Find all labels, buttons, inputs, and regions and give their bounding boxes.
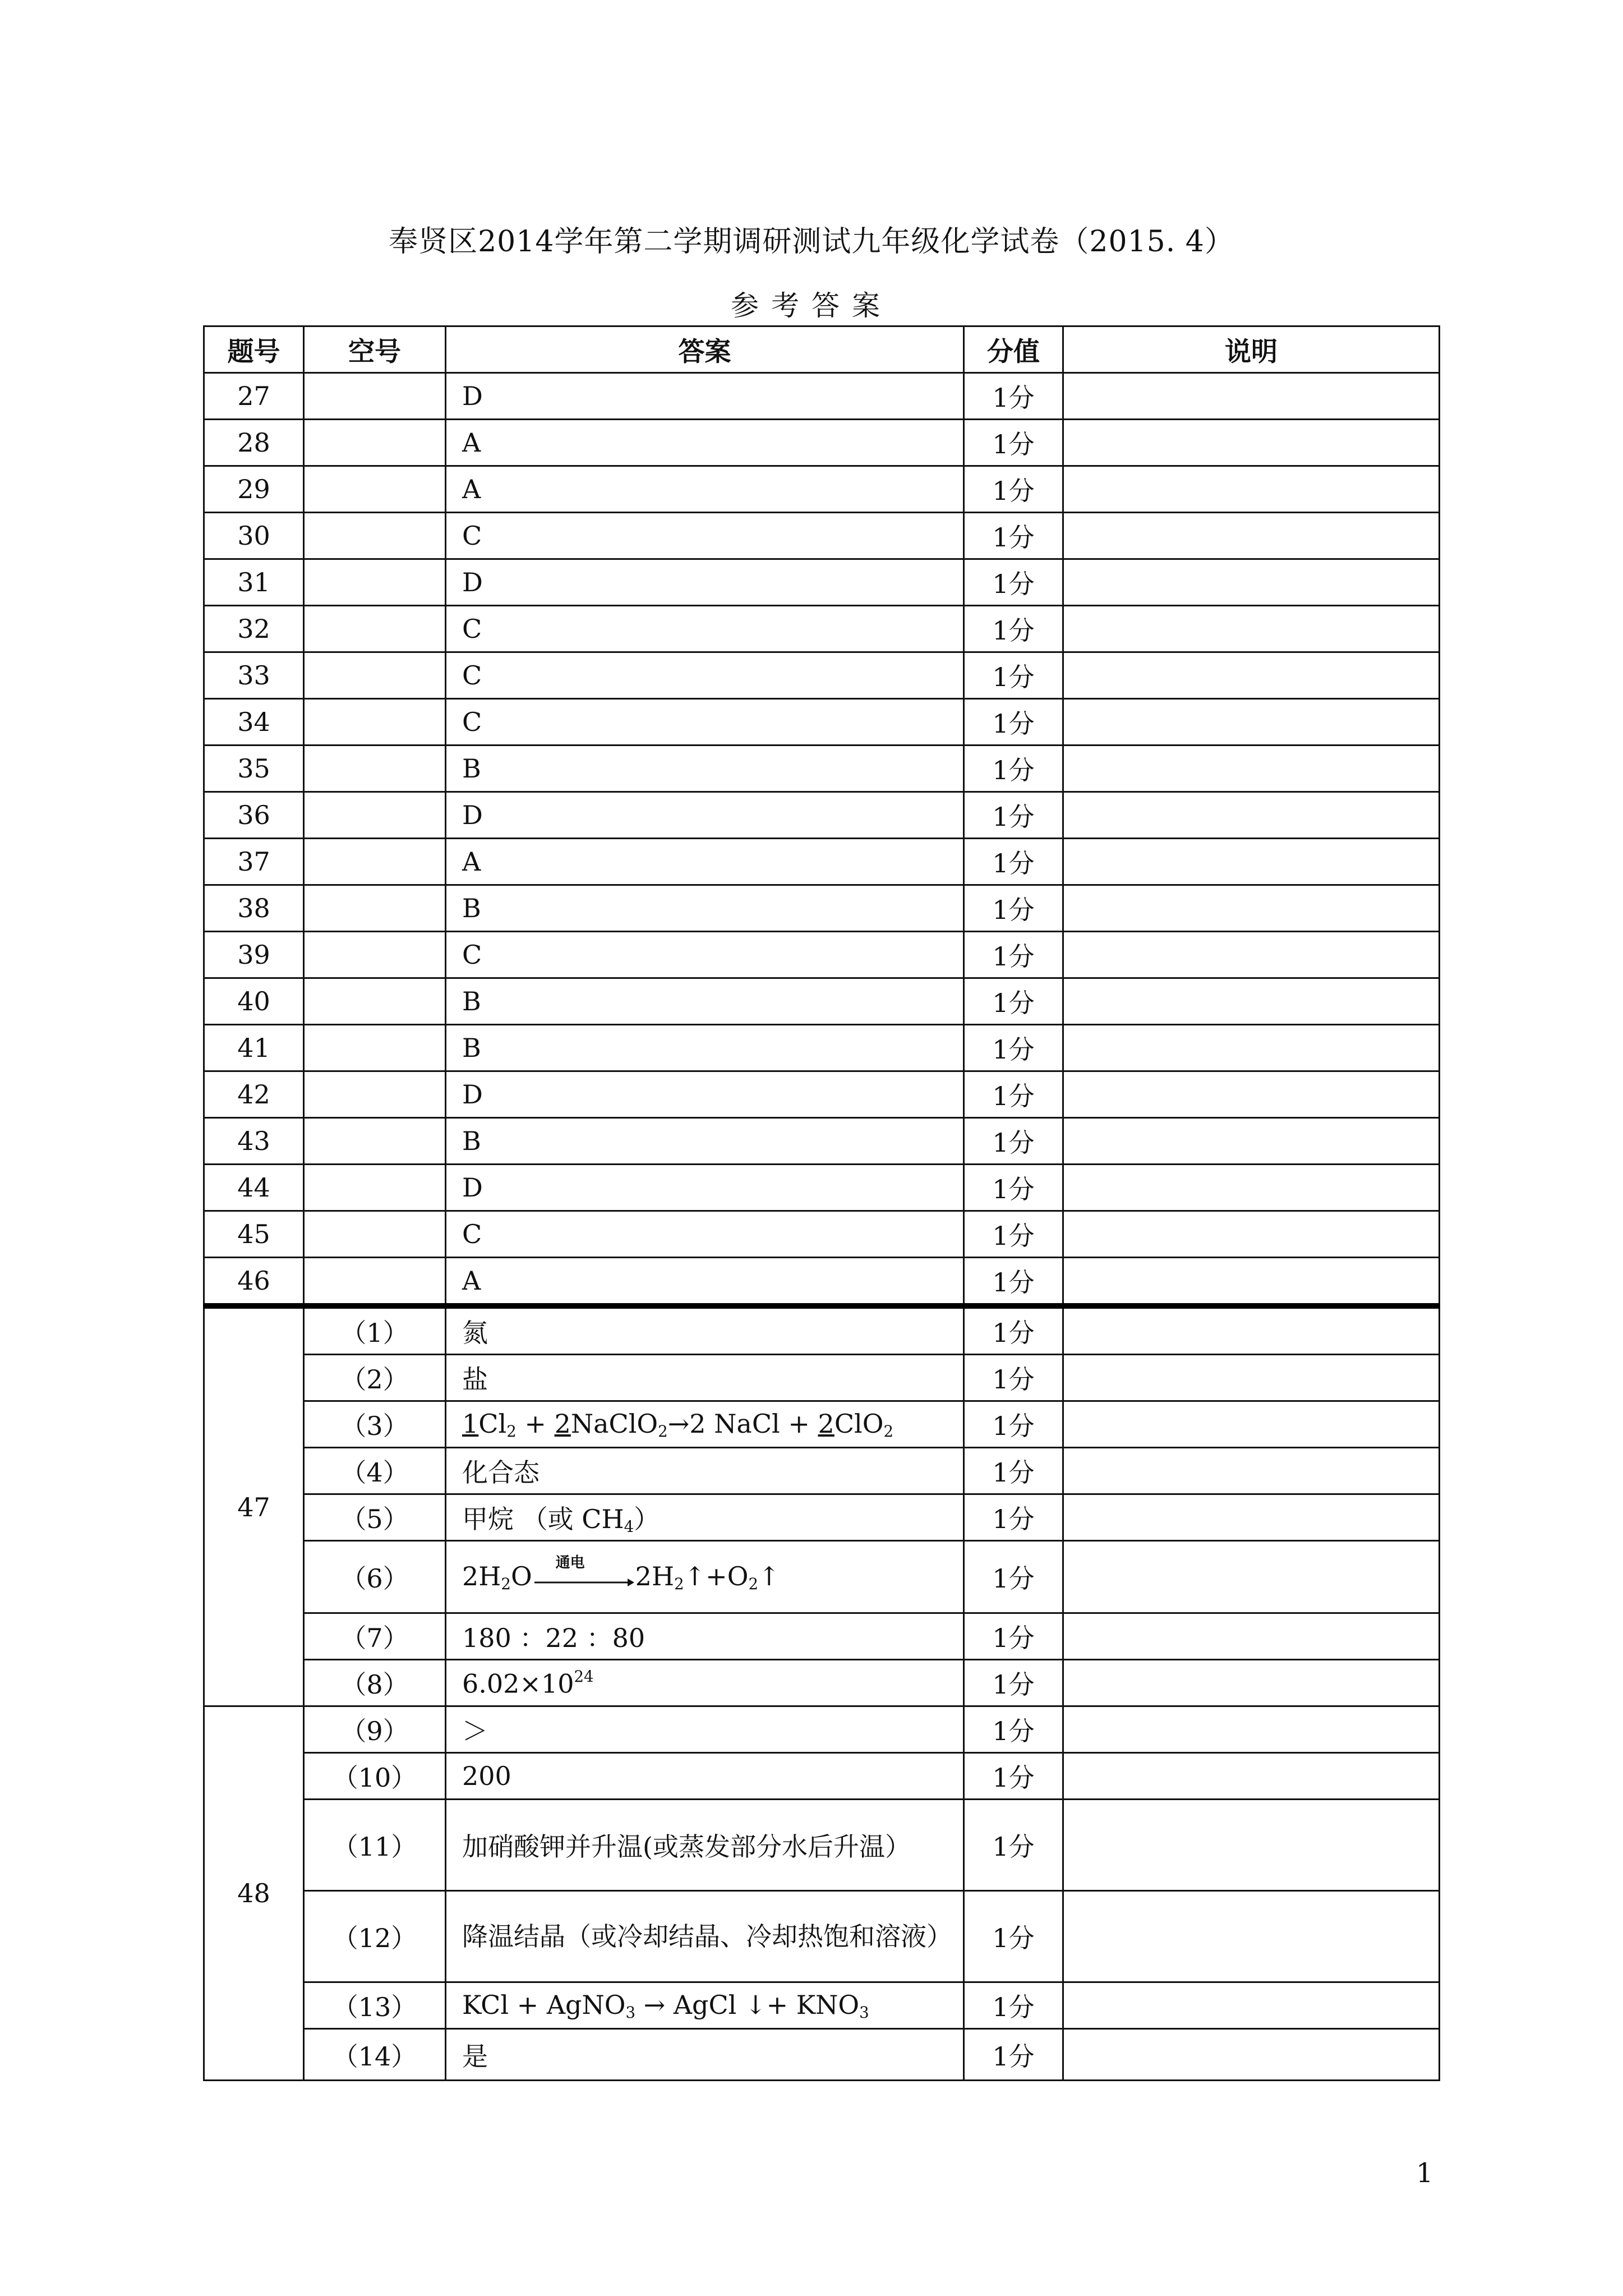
blank-number-cell [304, 466, 446, 513]
score-cell: 1分 [964, 1165, 1063, 1211]
score-cell: 1分 [964, 420, 1063, 466]
answer-cell: 盐 [446, 1355, 964, 1401]
score-cell: 1分 [964, 1982, 1063, 2029]
gas-up-arrow: ↑ [758, 1561, 780, 1591]
header-notes: 说明 [1063, 326, 1440, 373]
answer-cell: A [446, 1258, 964, 1306]
score-cell: 1分 [964, 652, 1063, 699]
table-row [204, 792, 1440, 839]
table-row [204, 559, 1440, 606]
notes-cell [1063, 839, 1440, 885]
score-cell: 1分 [964, 1706, 1063, 1753]
answer-cell: 180 ：22 ：80 [446, 1613, 964, 1660]
blank-number-cell: （12） [304, 1891, 446, 1982]
document-title: 奉贤区2014学年第二学期调研测试九年级化学试卷（2015. 4） [389, 225, 1234, 259]
table-row [204, 885, 1440, 932]
blank-number-cell [304, 1118, 446, 1165]
answer-cell: D [446, 792, 964, 839]
answer-cell: C [446, 513, 964, 559]
answer-cell: 加硝酸钾并升温(或蒸发部分水后升温） [446, 1800, 964, 1891]
subscript: 2 [501, 1574, 511, 1593]
subscript: 2 [674, 1574, 684, 1593]
notes-cell [1063, 1706, 1440, 1753]
answer-cell [446, 1494, 964, 1541]
score-cell: 1分 [964, 885, 1063, 932]
answer-cell: 200 [446, 1753, 964, 1800]
blank-number-cell [304, 1071, 446, 1118]
answer-cell: B [446, 746, 964, 792]
question-number-cell: 43 [204, 1118, 304, 1165]
question-number-cell: 46 [204, 1258, 304, 1306]
formula: 2 NaCl [689, 1408, 780, 1439]
blank-number-cell: （14） [304, 2029, 446, 2081]
answer-cell: C [446, 932, 964, 978]
formula: Cl [478, 1408, 507, 1439]
notes-cell [1063, 1355, 1440, 1401]
question-number-cell: 40 [204, 978, 304, 1025]
reaction-condition: 通电 [555, 1554, 585, 1571]
answer-text: 6.02×10 [462, 1668, 574, 1699]
table-row [204, 1211, 1440, 1258]
table-row [204, 1401, 1440, 1448]
blank-number-cell [304, 885, 446, 932]
blank-number-cell [304, 792, 446, 839]
formula: 2H [462, 1561, 501, 1591]
table-row [204, 513, 1440, 559]
reaction-arrow [533, 1554, 634, 1591]
chemical-equation-cell [446, 1541, 964, 1613]
subscript: 4 [624, 1517, 634, 1536]
table-row [204, 1355, 1440, 1401]
table-row [204, 1541, 1440, 1613]
table-row [204, 466, 1440, 513]
notes-cell [1063, 1071, 1440, 1118]
answer-cell: A [446, 839, 964, 885]
chemical-equation-cell [446, 1401, 964, 1448]
formula: 2H [635, 1561, 675, 1591]
score-cell: 1分 [964, 1613, 1063, 1660]
answer-cell: 化合态 [446, 1448, 964, 1494]
table-row [204, 1071, 1440, 1118]
table-row [204, 699, 1440, 746]
question-number-cell: 45 [204, 1211, 304, 1258]
answer-cell [446, 1660, 964, 1706]
answer-cell: C [446, 606, 964, 652]
reaction-arrow: → [667, 1408, 690, 1439]
formula: O [510, 1561, 532, 1591]
question-number-cell: 37 [204, 839, 304, 885]
table-row [204, 1706, 1440, 1753]
formula: AgCl [673, 1989, 745, 2020]
score-cell: 1分 [964, 932, 1063, 978]
score-cell: 1分 [964, 792, 1063, 839]
notes-cell [1063, 978, 1440, 1025]
notes-cell [1063, 652, 1440, 699]
formula: ClO [834, 1408, 884, 1439]
blank-number-cell [304, 746, 446, 792]
score-cell: 1分 [964, 466, 1063, 513]
question-number-cell: 33 [204, 652, 304, 699]
blank-number-cell: （2） [304, 1355, 446, 1401]
score-cell: 1分 [964, 1306, 1063, 1355]
notes-cell [1063, 1660, 1440, 1706]
blank-number-cell [304, 606, 446, 652]
question-number-cell: 29 [204, 466, 304, 513]
notes-cell [1063, 373, 1440, 420]
blank-number-cell [304, 513, 446, 559]
header-answer: 答案 [446, 326, 964, 373]
blank-number-cell: （9） [304, 1706, 446, 1753]
score-cell: 1分 [964, 1355, 1063, 1401]
question-number-cell: 35 [204, 746, 304, 792]
answer-cell: C [446, 699, 964, 746]
table-row [204, 420, 1440, 466]
formula: NaClO [570, 1408, 658, 1439]
notes-cell [1063, 885, 1440, 932]
table-row [204, 1118, 1440, 1165]
score-cell: 1分 [964, 2029, 1063, 2081]
chemical-equation-cell [446, 1982, 964, 2029]
notes-cell [1063, 1982, 1440, 2029]
answer-cell: D [446, 373, 964, 420]
answer-cell: B [446, 885, 964, 932]
question-48-rows [204, 1706, 1440, 2081]
answer-cell: D [446, 1165, 964, 1211]
question-number-cell: 32 [204, 606, 304, 652]
notes-cell [1063, 606, 1440, 652]
score-cell: 1分 [964, 1494, 1063, 1541]
question-number-cell: 30 [204, 513, 304, 559]
table-row [204, 373, 1440, 420]
score-cell: 1分 [964, 978, 1063, 1025]
notes-cell [1063, 1306, 1440, 1355]
coefficient: 1 [462, 1408, 479, 1439]
header-blank-number: 空号 [304, 326, 446, 373]
table-header-row [204, 326, 1440, 373]
precipitate-down-arrow: ↓ [745, 1989, 767, 2020]
blank-number-cell [304, 839, 446, 885]
table-row [204, 1800, 1440, 1891]
answer-table [203, 325, 1440, 2081]
answer-cell: D [446, 559, 964, 606]
blank-number-cell: （11） [304, 1800, 446, 1891]
answer-cell: C [446, 1211, 964, 1258]
notes-cell [1063, 559, 1440, 606]
answer-cell: B [446, 1025, 964, 1071]
question-number-cell: 39 [204, 932, 304, 978]
multiple-choice-rows [204, 373, 1440, 1306]
formula: +O [706, 1561, 749, 1591]
blank-number-cell: （13） [304, 1982, 446, 2029]
question-number-cell: 38 [204, 885, 304, 932]
blank-number-cell [304, 699, 446, 746]
question-47-rows [204, 1306, 1440, 1706]
answer-text: ） [634, 1504, 660, 1534]
table-row [204, 1165, 1440, 1211]
coefficient: 2 [554, 1408, 571, 1439]
plus-sign: + [516, 1408, 555, 1439]
notes-cell [1063, 1800, 1440, 1891]
coefficient: 2 [818, 1408, 834, 1439]
subscript: 2 [506, 1421, 517, 1441]
table-row [204, 1258, 1440, 1306]
blank-number-cell: （4） [304, 1448, 446, 1494]
notes-cell [1063, 932, 1440, 978]
score-cell: 1分 [964, 1118, 1063, 1165]
blank-number-cell [304, 420, 446, 466]
score-cell: 1分 [964, 1541, 1063, 1613]
table-row [204, 1025, 1440, 1071]
answer-cell: A [446, 420, 964, 466]
notes-cell [1063, 1613, 1440, 1660]
notes-cell [1063, 1753, 1440, 1800]
blank-number-cell: （8） [304, 1660, 446, 1706]
table-row [204, 2029, 1440, 2081]
question-number-cell: 27 [204, 373, 304, 420]
subscript: 2 [658, 1421, 668, 1441]
question-number-cell: 47 [204, 1306, 304, 1706]
blank-number-cell: （5） [304, 1494, 446, 1541]
reaction-arrow: → [635, 1989, 674, 2020]
blank-number-cell [304, 1258, 446, 1306]
notes-cell [1063, 1118, 1440, 1165]
blank-number-cell: （1） [304, 1306, 446, 1355]
formula: KCl + AgNO [462, 1989, 626, 2020]
question-number-cell: 31 [204, 559, 304, 606]
notes-cell [1063, 1165, 1440, 1211]
table-row [204, 932, 1440, 978]
subscript: 2 [748, 1574, 758, 1593]
notes-cell [1063, 1494, 1440, 1541]
superscript: 24 [574, 1667, 594, 1686]
blank-number-cell [304, 1211, 446, 1258]
header-question-number: 题号 [204, 326, 304, 373]
page-number: 1 [1416, 2157, 1433, 2189]
blank-number-cell: （6） [304, 1541, 446, 1613]
score-cell: 1分 [964, 1071, 1063, 1118]
document-subtitle: 参考答案 [731, 289, 892, 322]
score-cell: 1分 [964, 839, 1063, 885]
answer-cell: B [446, 1118, 964, 1165]
table-row [204, 1448, 1440, 1494]
score-cell: 1分 [964, 1211, 1063, 1258]
table-row [204, 1306, 1440, 1355]
answer-cell: ＞ [446, 1706, 964, 1753]
notes-cell [1063, 1448, 1440, 1494]
blank-number-cell [304, 1025, 446, 1071]
blank-number-cell [304, 1165, 446, 1211]
question-number-cell: 36 [204, 792, 304, 839]
answer-cell: D [446, 1071, 964, 1118]
score-cell: 1分 [964, 1660, 1063, 1706]
answer-text: 甲烷 （或 CH [462, 1504, 624, 1534]
answer-cell: A [446, 466, 964, 513]
table-row [204, 1613, 1440, 1660]
answer-cell: C [446, 652, 964, 699]
score-cell: 1分 [964, 1800, 1063, 1891]
score-cell: 1分 [964, 1753, 1063, 1800]
question-number-cell: 42 [204, 1071, 304, 1118]
table-row [204, 1494, 1440, 1541]
table-row [204, 1753, 1440, 1800]
subscript: 3 [625, 2003, 636, 2022]
answer-cell: 是 [446, 2029, 964, 2081]
score-cell: 1分 [964, 1401, 1063, 1448]
gas-up-arrow: ↑ [684, 1561, 706, 1591]
plus-sign: + [780, 1408, 818, 1439]
table-row [204, 1891, 1440, 1982]
notes-cell [1063, 1025, 1440, 1071]
score-cell: 1分 [964, 1891, 1063, 1982]
question-number-cell: 28 [204, 420, 304, 466]
blank-number-cell: （3） [304, 1401, 446, 1448]
subscript: 3 [859, 2003, 869, 2022]
notes-cell [1063, 746, 1440, 792]
table-row [204, 978, 1440, 1025]
formula: + KNO [766, 1989, 860, 2020]
question-number-cell: 34 [204, 699, 304, 746]
notes-cell [1063, 1891, 1440, 1982]
blank-number-cell [304, 932, 446, 978]
notes-cell [1063, 420, 1440, 466]
table-row [204, 1660, 1440, 1706]
table-row [204, 839, 1440, 885]
notes-cell [1063, 2029, 1440, 2081]
blank-number-cell [304, 978, 446, 1025]
blank-number-cell [304, 373, 446, 420]
answer-cell: B [446, 978, 964, 1025]
score-cell: 1分 [964, 559, 1063, 606]
score-cell: 1分 [964, 1258, 1063, 1306]
notes-cell [1063, 1258, 1440, 1306]
blank-number-cell: （10） [304, 1753, 446, 1800]
score-cell: 1分 [964, 373, 1063, 420]
score-cell: 1分 [964, 699, 1063, 746]
question-number-cell: 48 [204, 1706, 304, 2081]
question-number-cell: 41 [204, 1025, 304, 1071]
notes-cell [1063, 1401, 1440, 1448]
blank-number-cell [304, 559, 446, 606]
table-row [204, 1982, 1440, 2029]
question-number-cell: 44 [204, 1165, 304, 1211]
blank-number-cell: （7） [304, 1613, 446, 1660]
notes-cell [1063, 1541, 1440, 1613]
answer-cell: 降温结晶（或冷却结晶、冷却热饱和溶液） [446, 1891, 964, 1982]
notes-cell [1063, 466, 1440, 513]
score-cell: 1分 [964, 513, 1063, 559]
notes-cell [1063, 513, 1440, 559]
table-row [204, 652, 1440, 699]
blank-number-cell [304, 652, 446, 699]
notes-cell [1063, 699, 1440, 746]
table-row [204, 746, 1440, 792]
header-score: 分值 [964, 326, 1063, 373]
score-cell: 1分 [964, 606, 1063, 652]
score-cell: 1分 [964, 1448, 1063, 1494]
notes-cell [1063, 792, 1440, 839]
score-cell: 1分 [964, 1025, 1063, 1071]
score-cell: 1分 [964, 746, 1063, 792]
subscript: 2 [883, 1421, 893, 1441]
answer-cell: 氮 [446, 1306, 964, 1355]
notes-cell [1063, 1211, 1440, 1258]
table-row [204, 606, 1440, 652]
